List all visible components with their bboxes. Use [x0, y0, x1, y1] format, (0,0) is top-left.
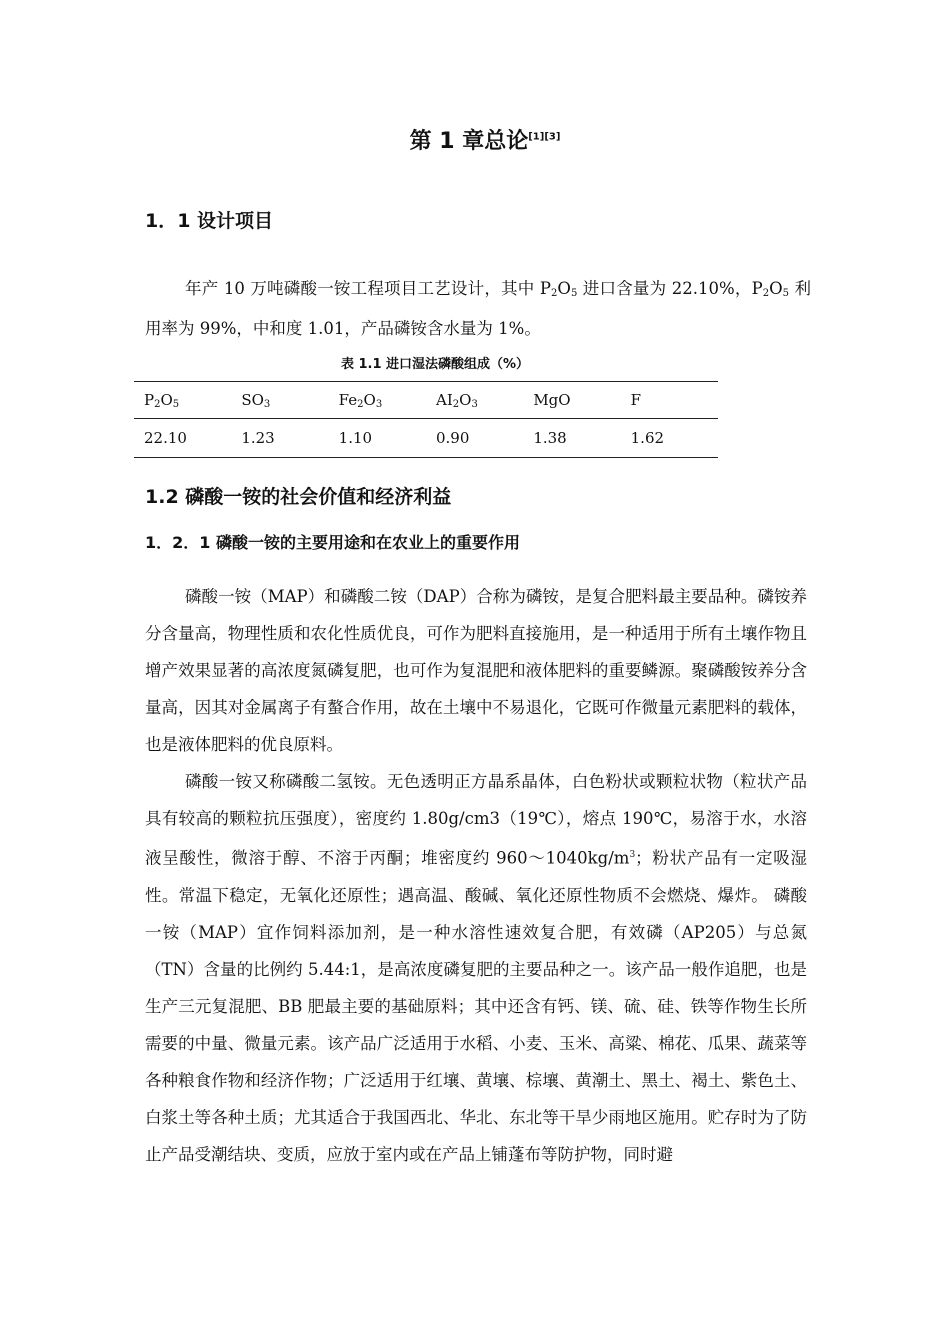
value-al2o3: 0.90: [426, 419, 523, 458]
paragraph-text: ；粉状产品有一定吸湿性。常温下稳定，无氧化还原性；遇高温、酸碱、氧化还原性物质不会燃烧、爆炸。 磷酸一铵（MAP）宜作饲料添加剂，是一种水溶性速效复合肥，有效磷（AP205）与总氮（TN）含量的比例约 5.44:1，是高浓度磷复肥的主要品种之一。该产品一般作追肥，也是生产三元复混肥、BB 肥最主要的基础原料；其中还含有钙、镁、硫、硅、铁等作物生长所需要的中量、微量元素。该产品广泛适用于水稻、小麦、玉米、高粱、棉花、瓜果、蔬菜等各种粮食作物和经济作物；广泛适用于红壤、黄壤、棕壤、黄潮土、黑土、褐土、紫色土、白浆土等各种土质；尤其适合于我国西北、华北、东北等干旱少雨地区施用。贮存时为了防止产品受潮结块、变质，应放于室内或在产品上铺蓬布等防护物，同时避: [145, 848, 807, 1164]
chapter-reference: [1][3]: [528, 131, 561, 143]
value-p2o5: 22.10: [134, 419, 231, 458]
map-properties-paragraph: [145, 763, 807, 1173]
table-row: [134, 419, 718, 458]
section-heading-1-1: 1．1 设计项目: [145, 210, 274, 232]
paragraph-text: 磷酸一铵又称磷酸二氢铵。无色透明正方晶系晶体，白色粉状或颗粒状物（粒状产品具有较高的颗粒抗压强度），密度约 1.80g/cm3（19℃），熔点 190℃，易溶于水，水溶液呈酸性，微溶于醇、不溶于丙酮；堆密度约 960～1040kg/m: [145, 772, 807, 868]
paragraph-text: O: [557, 279, 571, 298]
subscript: 2: [762, 288, 770, 299]
design-project-paragraph: [145, 270, 811, 347]
subscript: 5: [570, 288, 578, 299]
section-heading-1-2-1: 1．2．1 磷酸一铵的主要用途和在农业上的重要作用: [145, 533, 520, 552]
subscript: 2: [551, 288, 558, 299]
paragraph-text: 利用率为 99%，中和度 1.01，产品磷铵含水量为 1%。: [145, 279, 811, 338]
paragraph-text: O: [769, 279, 783, 298]
chapter-title-text: 第 1 章总论: [409, 129, 529, 154]
value-so3: 1.23: [231, 419, 328, 458]
chapter-title: [0, 124, 950, 155]
superscript: 3: [629, 850, 636, 860]
value-mgo: 1.38: [523, 419, 620, 458]
value-fe2o3: 1.10: [329, 419, 426, 458]
table-caption: 表 1.1 进口湿法磷酸组成（%）: [340, 357, 530, 372]
header-f: F: [621, 382, 718, 419]
header-p2o5: P2O5: [134, 382, 231, 419]
map-dap-paragraph: 磷酸一铵（MAP）和磷酸二铵（DAP）合称为磷铵，是复合肥料最主要品种。磷铵养分含量高，物理性质和农化性质优良，可作为肥料直接施用，是一种适用于所有土壤作物且增产效果显著的高浓度氮磷复肥，也可作为复混肥和液体肥料的重要鳞源。聚磷酸铵养分含量高，因其对金属离子有螯合作用，故在土壤中不易退化，它既可作微量元素肥料的载体，也是液体肥料的优良原料。: [145, 587, 807, 754]
header-al2o3: AI2O3: [426, 382, 523, 419]
header-mgo: MgO: [523, 382, 620, 419]
table-header-row: [134, 382, 718, 419]
subscript: 5: [782, 288, 790, 299]
paragraph-text: 进口含量为 22.10%，P: [577, 279, 763, 298]
header-fe2o3: Fe2O3: [329, 382, 426, 419]
value-f: 1.62: [621, 419, 718, 458]
paragraph-text: 年产 10 万吨磷酸一铵工程项目工艺设计，其中 P: [185, 279, 552, 298]
header-so3: SO3: [231, 382, 328, 419]
section-heading-1-2: 1.2 磷酸一铵的社会价值和经济利益: [145, 486, 452, 508]
composition-table: [134, 381, 718, 458]
